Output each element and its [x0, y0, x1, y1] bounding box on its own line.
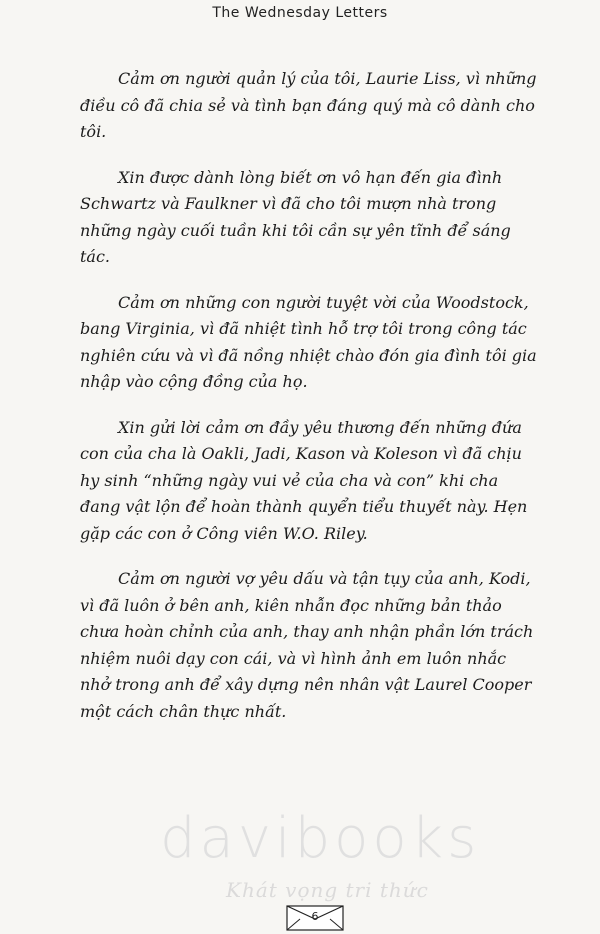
- watermark-tagline: Khát vọng tri thức: [226, 878, 429, 902]
- paragraph-1: Cảm ơn người quản lý của tôi, Laurie Liss, vì những điều cô đã chia sẻ và tình bạn đáng quý mà cô dành cho tôi.: [80, 69, 537, 141]
- acknowledgements-text: [80, 66, 540, 744]
- page-number-badge: [286, 905, 344, 931]
- watermark-brand: davibooks: [160, 806, 481, 871]
- running-head: The Wednesday Letters: [212, 5, 388, 21]
- paragraph-4: Xin gửi lời cảm ơn đầy yêu thương đến những đứa con của cha là Oakli, Jadi, Kason và Koleson vì đã chịu hy sinh “những ngày vui vẻ của cha và con” khi cha đang vật lộn để hoàn thành quyển tiểu thuyết này. Hẹn gặp các con ở Công viên W.O. Riley.: [80, 417, 528, 543]
- paragraph-5: Cảm ơn người vợ yêu dấu và tận tụy của anh, Kodi, vì đã luôn ở bên anh, kiên nhẫn đọc những bản thảo chưa hoàn chỉnh của anh, thay anh nhận phần lớn trách nhiệm nuôi dạy con cái, và vì hình ảnh em luôn nhắc nhở trong anh để xây dựng nên nhân vật Laurel Cooper một cách chân thực nhất.: [80, 569, 534, 721]
- paragraph-2: Xin được dành lòng biết ơn vô hạn đến gia đình Schwartz và Faulkner vì đã cho tôi mượn nhà trong những ngày cuối tuần khi tôi cần sự yên tĩnh để sáng tác.: [80, 167, 511, 266]
- page-number: 6: [311, 910, 319, 923]
- paragraph-3: Cảm ơn những con người tuyệt vời của Woodstock, bang Virginia, vì đã nhiệt tình hỗ trợ tôi trong công tác nghiên cứu và vì đã nồng nhiệt chào đón gia đình tôi gia nhập vào cộng đồng của họ.: [80, 292, 537, 391]
